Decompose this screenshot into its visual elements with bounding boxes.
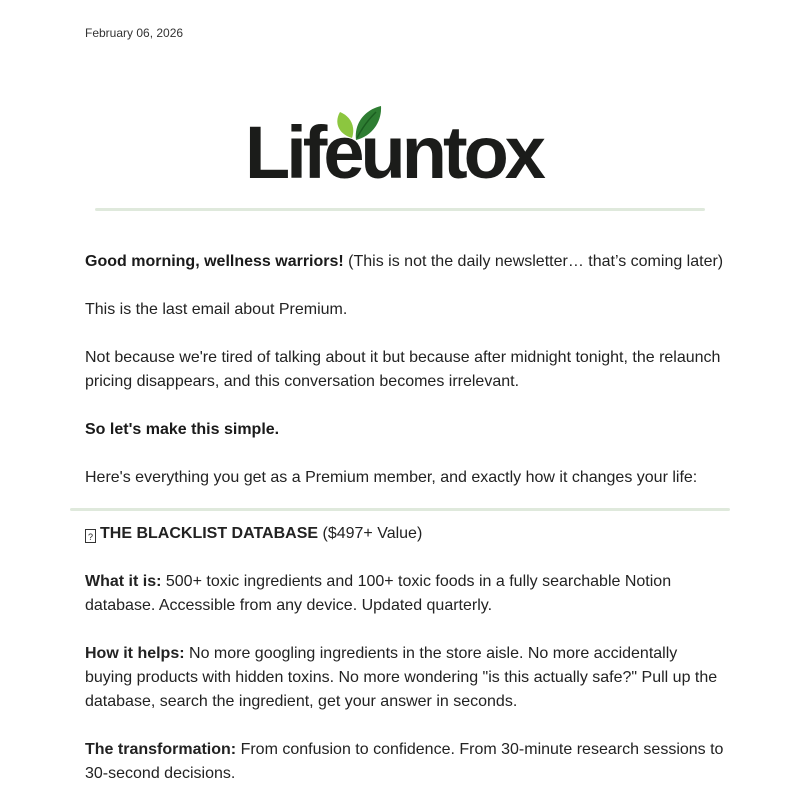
email-date: February 06, 2026	[85, 26, 184, 40]
intro-paragraph-3: So let's make this simple.	[85, 421, 280, 438]
section-divider	[70, 508, 730, 511]
how-it-helps-paragraph: How it helps: No more googling ingredients in the store aisle. No more accidentally buying products with hidden toxins. No more wondering "is this actually safe?" Pull up the database, search the ingredient, get your answer in seconds.	[85, 645, 718, 710]
transformation-paragraph: The transformation: From confusion to confidence. From 30-minute research sessions to 30-second decisions.	[85, 741, 724, 782]
section-title: THE BLACKLIST DATABASE	[100, 525, 319, 542]
intro-paragraph-1: This is the last email about Premium.	[85, 301, 348, 318]
what-it-is-paragraph: What it is: 500+ toxic ingredients and 100+ toxic foods in a fully searchable Notion database. Accessible from any device. Updated quarterly.	[85, 573, 672, 614]
brand-logo[interactable]	[0, 100, 800, 194]
intro-paragraph-4: Here's everything you get as a Premium member, and exactly how it changes your life:	[85, 469, 698, 486]
greeting-paragraph	[85, 250, 725, 274]
blacklist-section	[85, 522, 725, 800]
intro-paragraph-2: Not because we're tired of talking about it but because after midnight tonight, the relaunch pricing disappears, and this conversation becomes irrelevant.	[85, 349, 721, 390]
logo-wordmark: Lifeuntox	[245, 111, 542, 194]
email-intro	[85, 250, 725, 514]
greeting-bold: Good morning, wellness warriors!	[85, 253, 344, 270]
missing-emoji-icon: ?	[85, 529, 96, 543]
header-divider	[95, 208, 705, 211]
lifeuntox-logo	[240, 100, 570, 194]
greeting-rest: (This is not the daily newsletter… that’s coming later)	[343, 253, 724, 270]
section-value: ($497+ Value)	[318, 525, 423, 542]
section-heading	[85, 522, 725, 546]
